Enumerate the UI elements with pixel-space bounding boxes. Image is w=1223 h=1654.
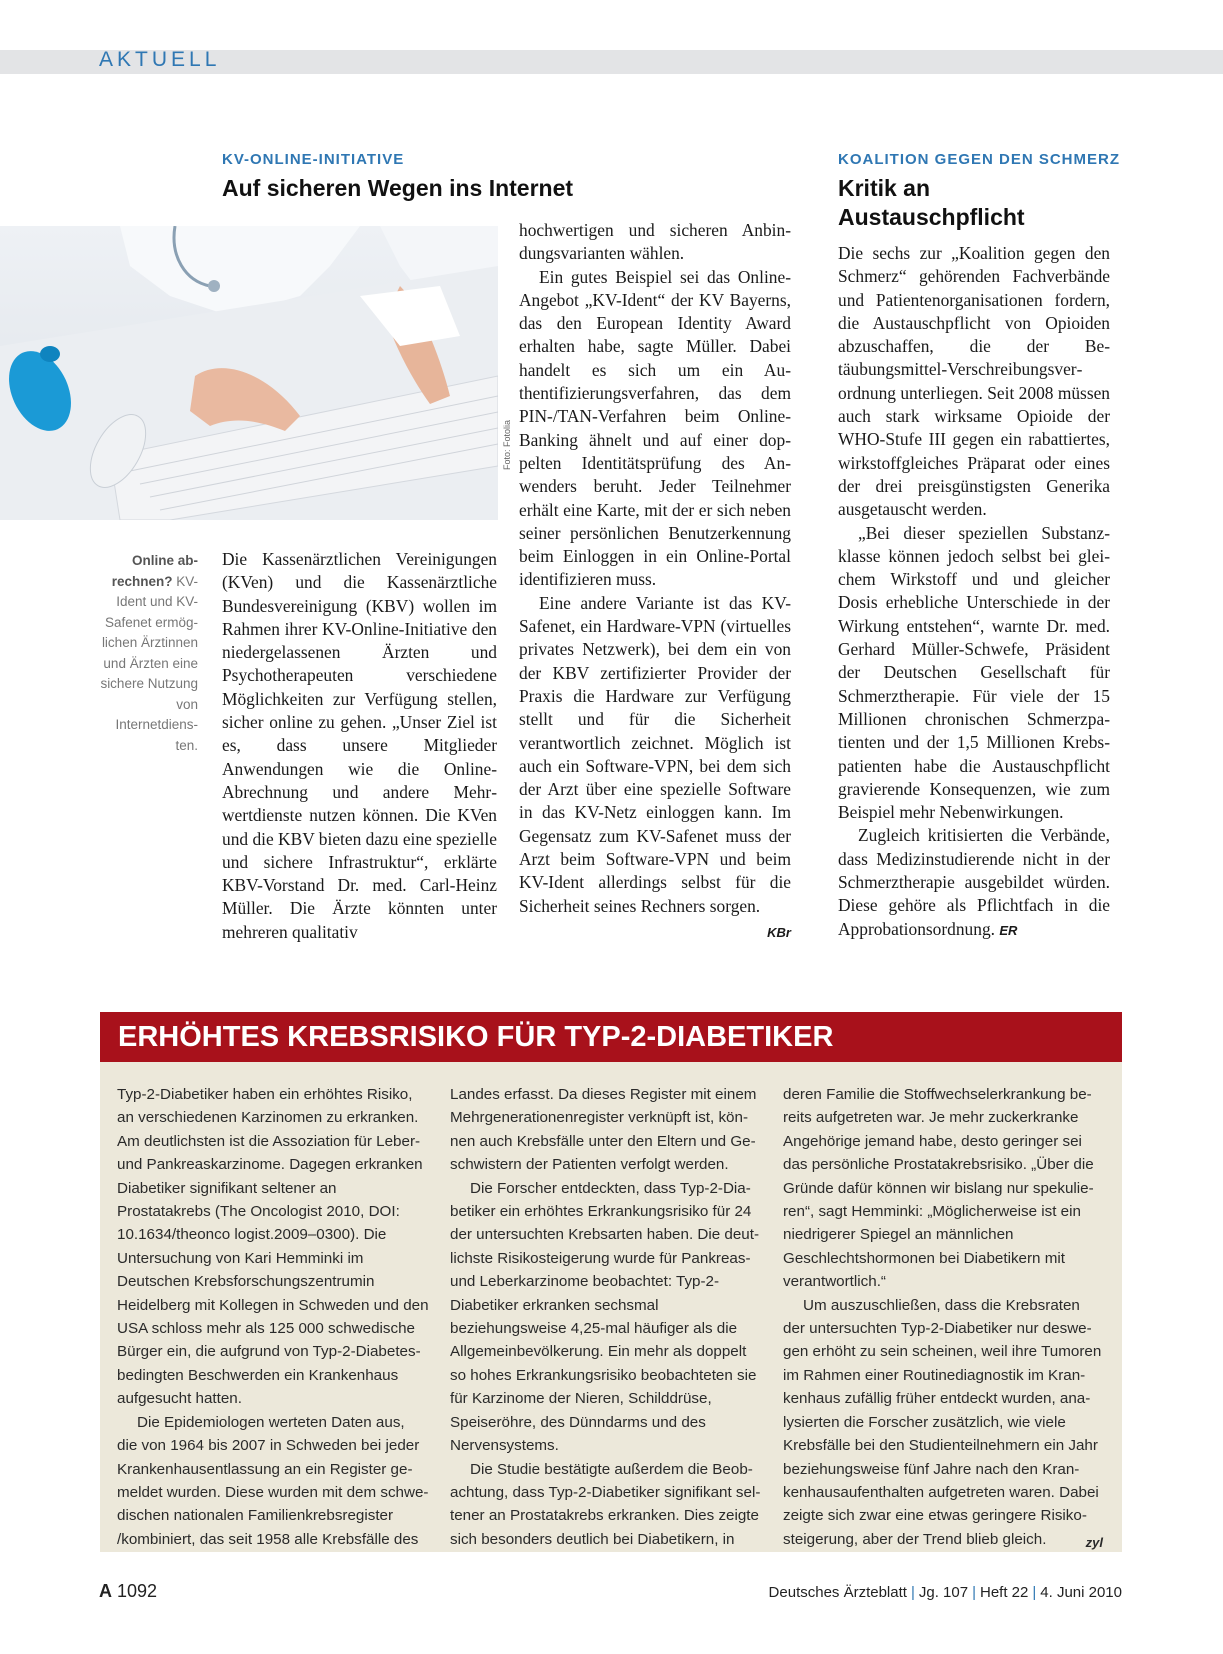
footer-separator: | xyxy=(972,1584,976,1601)
journal-date: 4. Juni 2010 xyxy=(1040,1584,1122,1601)
article2-para: Die sechs zur „Koalition gegen den Schmerz“ gehörenden Fachverbände und Patientenorganisationen fordern, die Austauschpflicht von Opioiden abzuschaffen, die der Betäubungsmittel-Verschreibungsverordnung unterliegen. Seit 2008 müssen auch stark wirksame Opioide der WHO-Stufe III gegen ein rabattiertes, wirkstoffgleiches Präparat oder eines der drei preisgünstigsten Generika ausgetauscht werden. xyxy=(838,243,1110,520)
article2-para: „Bei dieser speziellen Substanzklasse können jedoch selbst bei gleichem Wirkstoff und und gleicher Dosis erhebliche Unterschiede in der Wirkung entstehen“, warnte Dr. med. Gerhard Müller-Schwefe, Präsident der Deutschen Gesellschaft für Schmerztherapie. Für viele der 15 Millionen chronischen Schmerzpatienten und der 1,5 Millionen Krebspatienten habe die Austauschpflicht gravierende Konsequenzen, wie zum Beispiel mehr Nebenwirkungen. xyxy=(838,522,1110,823)
section-label: AKTUELL xyxy=(99,48,221,71)
footer-separator: | xyxy=(1032,1584,1037,1601)
box-para-text: Um auszuschließen, dass die Krebsraten der untersuchten Typ-2-Diabetiker nur deswegen erhöht zu sein scheinen, weil ihre Tumoren im Rahmen einer Routinediagnostik im Krankenhaus zufällig früher entdeckt wurden, analysierten die Forscher zusätzlich, wie viele Krebsfälle bei den Studienteilnehmern ein Jahr beziehungsweise fünf Jahre nach den Krankenhausaufenthalten aufgetreten waren. Dabei zeigte sich zwar eine etwas geringere Risikosteigerung, aber der Trend blieb gleich. xyxy=(783,1296,1102,1548)
article2-body xyxy=(838,242,1110,942)
caption-text: KV-Ident und KV-Safenet ermöglichen Ärztinnen und Ärzten eine sichere Nutzung von Internetdiensten. xyxy=(100,573,198,753)
article1-col2-para: Ein gutes Beispiel sei das Online-Angebot „KV-Ident“ der KV Bayerns, das den European Identity Award erhalten habe, sagte Müller. Dabei handelt es sich um ein Authentifizierungsverfahren, das dem PIN-/TAN-Verfahren beim Online-Banking ähnelt und auf einer doppelten Identitätsprüfung des Anwenders beruht. Jeder Teilnehmer erhält eine Karte, mit der er sich neben seiner persönlichen Benutzerkennung beim Einloggen in ein Online-Portal identifizieren muss. xyxy=(519,266,791,590)
page-number xyxy=(99,1581,157,1602)
article1-signature: KBr xyxy=(767,924,791,940)
box-para: Die Studie bestätigte außerdem die Beobachtung, dass Typ-2-Diabetiker signifikant seltener an Prostatakrebs erkranken. Dies zeigte sich besonders deutlich bei Diabetikern, in xyxy=(450,1460,761,1548)
sidebar-box-title: ERHÖHTES KREBSRISIKO FÜR TYP-2-DIABETIKER xyxy=(118,1021,834,1053)
journal-name: Deutsches Ärzteblatt xyxy=(768,1584,907,1601)
doctor-keyboard-illustration xyxy=(0,226,498,520)
caption-lead: Online abrechnen? xyxy=(111,553,198,589)
box-para: Die Forscher entdeckten, dass Typ-2-Diabetiker ein erhöhtes Erkrankungsrisiko für 24 der untersuchten Krebsarten haben. Die deutlichste Risikosteigerung wurde für Pankreas- und Leberkarzinome beobachtet: Typ-2-Diabetiker erkranken sechsmal beziehungsweise 4,25-mal häufiger als die Allgemeinbevölkerung. Ein mehr als doppelt so hohes Erkrankungsrisiko beobachteten sie für Karzinome der Nieren, Schilddrüse, Speiseröhre, des Dünndarms und des Nervensystems. xyxy=(450,1179,760,1455)
footer-journal-info xyxy=(769,1584,1122,1601)
box-para: Die Epidemiologen werteten Daten aus, die von 1964 bis 2007 in Schweden bei jeder Krankenhausentlassung an ein Register gemeldet wurden. Diese wurden mit dem schwedischen nationalen Familienkrebsregister /kombiniert, das seit 1958 alle Krebsfälle des xyxy=(117,1413,429,1548)
box-para: Landes erfasst. Da dieses Register mit einem Mehrgenerationenregister verknüpft ist, können auch Krebsfälle unter den Eltern und Geschwistern der Patienten verfolgt werden. xyxy=(450,1086,757,1174)
article2-kicker: KOALITION GEGEN DEN SCHMERZ xyxy=(838,151,1121,168)
article2-para-text: Zugleich kritisierten die Verbände, dass Medizinstudierende nicht in der Schmerztherapie ausgebildet würden. Diese gehöre als Pflichtfach in die Approbationsordnung. xyxy=(838,825,1110,939)
article1-kicker: KV-ONLINE-INITIATIVE xyxy=(222,151,405,168)
photo-credit: Foto: Fotolia xyxy=(502,419,512,470)
page-number-value: 1092 xyxy=(117,1581,158,1601)
article2-para xyxy=(838,824,1110,941)
article1-col2-para: hochwertigen und sicheren Anbindungsvarianten wählen. xyxy=(519,220,791,264)
journal-issue: Heft 22 xyxy=(979,1584,1029,1601)
footer-separator: | xyxy=(910,1584,915,1601)
article1-col1-para: Die Kassenärztlichen Vereinigungen (KVen) und die Kassenärztliche Bundesvereinigung (KBV) wollen im Rahmen ihrer KV-Online-Initiative den niedergelassenen Ärzten und Psychotherapeuten verschiedene Möglichkeiten zur Verfügung stellen, sicher online zu gehen. „Unser Ziel ist es, dass unsere Mitglieder Anwendungen wie die Online-Abrechnung und andere Mehrwertdienste nutzen können. Die KVen und die KBV bieten dazu eine spezielle und sichere Infrastruktur“, erklärte KBV-Vorstand Dr. med. Carl-Heinz Müller. Die Ärzte könnten unter mehreren qualitativ xyxy=(222,549,497,942)
article2-signature: ER xyxy=(999,922,1018,938)
page-prefix: A xyxy=(99,1581,112,1601)
box-para: deren Familie die Stoffwechselerkrankung bereits aufgetreten war. Je mehr zuckerkranke Angehörige jemand habe, desto geringer sei das persönliche Prostatakrebsrisiko. „Über die Gründe dafür können wir bislang nur spekulieren“, sagt Hemminki: „Möglicherweise ist ein niedrigerer Spiegel an männlichen Geschlechtshormonen bei Diabetikern mit verantwortlich.“ xyxy=(783,1086,1094,1291)
article1-column1 xyxy=(222,548,497,944)
article1-title: Auf sicheren Wegen ins Internet xyxy=(222,175,574,201)
box-column1 xyxy=(117,1083,429,1551)
box-column3 xyxy=(783,1083,1103,1554)
sidebar-box-header xyxy=(100,1012,1122,1062)
article1-col2-para: Eine andere Variante ist das KV-Safenet, ein Hardware-VPN (virtuelles privates Netzwerk), bei dem ein von der KBV zertifizierter Provider der Praxis die Hardware zur Verfügung stellt und für die Sicherheit verantwortlich zeichnet. Möglich ist auch ein Software-VPN, bei dem sich der Arzt über eine spezielle Software in das KV-Netz einloggen kann. Im Gegensatz zum KV-Safenet muss der Arzt beim Software-VPN und beim KV-Ident allerdings selbst für die Sicherheit seines Rechners sorgen. xyxy=(519,592,791,916)
article2-title-line: Austauschpflicht xyxy=(838,204,1025,230)
article1-column2 xyxy=(519,219,791,944)
article1-photo xyxy=(0,226,498,520)
article2-title xyxy=(838,174,1025,232)
box-para: Typ-2-Diabetiker haben ein erhöhtes Risiko, an verschiedenen Karzinomen zu erkranken. Am deutlichsten ist die Assoziation für Leber- und Pankreaskarzinome. Dagegen erkranken Diabetiker signifikant seltener an Prostatakrebs (The Oncologist 2010, DOI: 10.1634/theonco logist.2009–0300). Die Untersuchung von Kari Hemminki im Deutschen Krebsforschungszentrumin Heidelberg mit Kollegen in Schweden und den USA schloss mehr als 125 000 schwedische Bürger ein, die aufgrund von Typ-2-Diabetes-bedingten Beschwerden ein Krankenhaus aufgesucht hatten. xyxy=(117,1086,429,1408)
article2-title-line: Kritik an xyxy=(838,175,931,201)
journal-volume: Jg. 107 xyxy=(918,1584,969,1601)
box-column2 xyxy=(450,1083,762,1551)
box-signature: zyl xyxy=(1085,1534,1103,1550)
photo-caption xyxy=(100,551,198,756)
box-para xyxy=(783,1294,1103,1551)
